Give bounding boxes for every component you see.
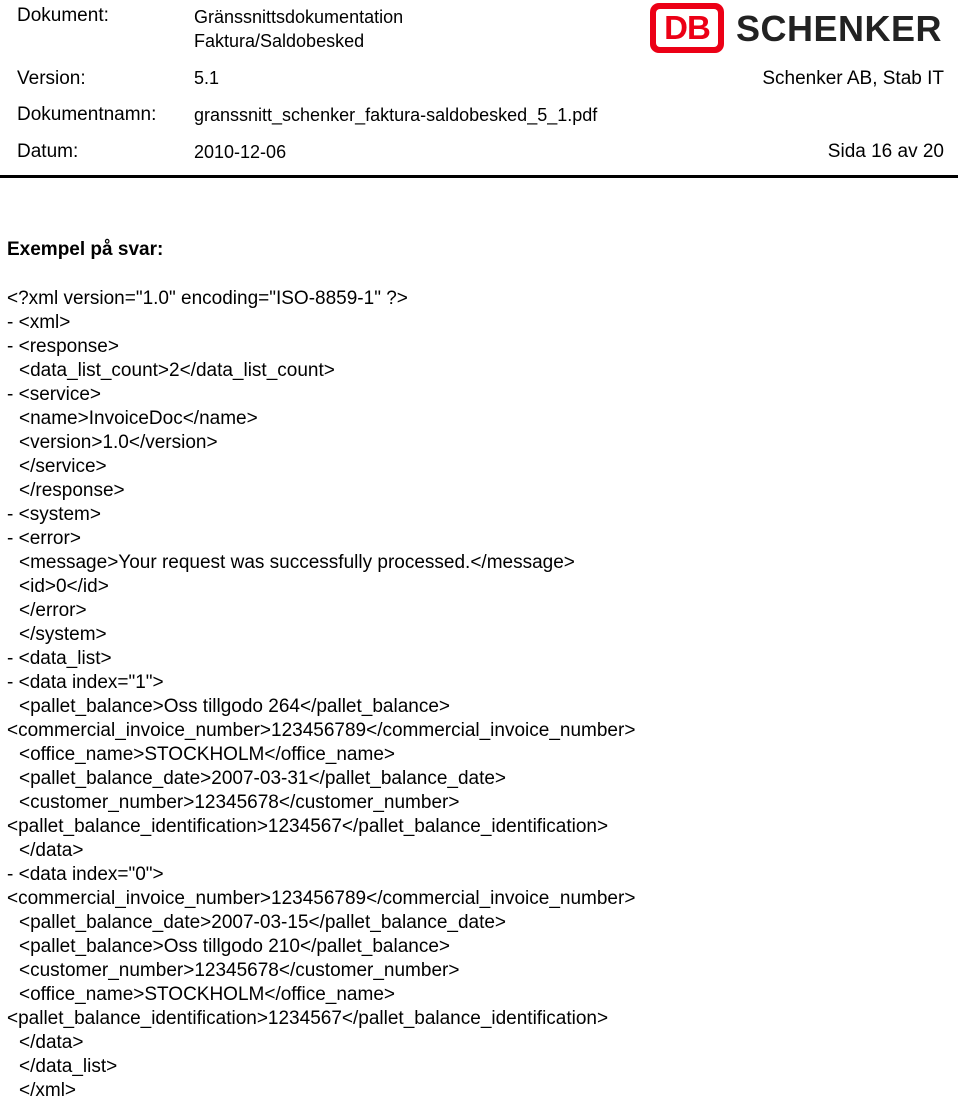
xml-line: </response> xyxy=(19,480,125,501)
xml-line: <commercial_invoice_number>123456789</commercial_invoice_number> xyxy=(7,888,636,909)
version-value: 5.1 xyxy=(194,68,220,88)
db-schenker-logo xyxy=(650,3,946,55)
xml-line: <pallet_balance_date>2007-03-15</pallet_balance_date> xyxy=(19,912,507,933)
xml-line: - <xml> xyxy=(7,312,71,333)
db-logo-box xyxy=(650,3,724,53)
xml-line: <?xml version="1.0" encoding="ISO-8859-1" ?> xyxy=(7,288,408,309)
xml-line: - <data index="1"> xyxy=(7,672,164,693)
document-title-line-1: Gränssnittsdokumentation xyxy=(194,7,404,27)
xml-line: <pallet_balance_date>2007-03-31</pallet_balance_date> xyxy=(19,768,507,789)
xml-line: - <error> xyxy=(7,528,81,549)
company-name: Schenker AB, Stab IT xyxy=(762,68,944,89)
xml-example xyxy=(0,287,958,1103)
xml-line: </data> xyxy=(19,1032,84,1053)
version-label: Version: xyxy=(17,68,86,89)
xml-line: </system> xyxy=(19,624,107,645)
xml-line: </xml> xyxy=(19,1080,77,1101)
xml-line: <pallet_balance>Oss tillgodo 210</pallet_balance> xyxy=(19,936,450,957)
schenker-wordmark: SCHENKER xyxy=(736,8,943,49)
xml-line: <office_name>STOCKHOLM</office_name> xyxy=(19,744,395,765)
xml-line: <customer_number>12345678</customer_number> xyxy=(19,960,460,981)
page-info: Sida 16 av 20 xyxy=(827,141,944,162)
date-value: 2010-12-06 xyxy=(194,142,287,162)
xml-line: <pallet_balance_identification>1234567</pallet_balance_identification> xyxy=(7,1008,609,1029)
db-logo-text: DB xyxy=(656,9,718,47)
xml-line: <data_list_count>2</data_list_count> xyxy=(19,360,335,381)
xml-line: - <service> xyxy=(7,384,101,405)
document-title-line-2: Faktura/Saldobesked xyxy=(194,31,365,51)
xml-line: <pallet_balance_identification>1234567</pallet_balance_identification> xyxy=(7,816,609,837)
xml-line: - <data_list> xyxy=(7,648,112,669)
xml-line: <id>0</id> xyxy=(19,576,109,597)
xml-line: </data_list> xyxy=(19,1056,118,1077)
xml-line: - <response> xyxy=(7,336,119,357)
section-title: Exempel på svar: xyxy=(7,239,164,260)
xml-line: <pallet_balance>Oss tillgodo 264</pallet_balance> xyxy=(19,696,450,717)
xml-line: <office_name>STOCKHOLM</office_name> xyxy=(19,984,395,1005)
xml-line: <version>1.0</version> xyxy=(19,432,218,453)
xml-line: </data> xyxy=(19,840,84,861)
xml-line: <customer_number>12345678</customer_number> xyxy=(19,792,460,813)
header-divider xyxy=(0,175,958,178)
xml-line: <commercial_invoice_number>123456789</commercial_invoice_number> xyxy=(7,720,636,741)
document-name-label: Dokumentnamn: xyxy=(17,104,157,125)
date-label: Datum: xyxy=(17,141,79,162)
xml-line: <message>Your request was successfully processed.</message> xyxy=(19,552,575,573)
xml-line: </error> xyxy=(19,600,87,621)
xml-line: </service> xyxy=(19,456,107,477)
xml-line: - <data index="0"> xyxy=(7,864,164,885)
xml-line: - <system> xyxy=(7,504,101,525)
document-name-value: granssnitt_schenker_faktura-saldobesked_5_1.pdf xyxy=(194,105,598,125)
document-label: Dokument: xyxy=(17,5,109,26)
xml-line: <name>InvoiceDoc</name> xyxy=(19,408,258,429)
